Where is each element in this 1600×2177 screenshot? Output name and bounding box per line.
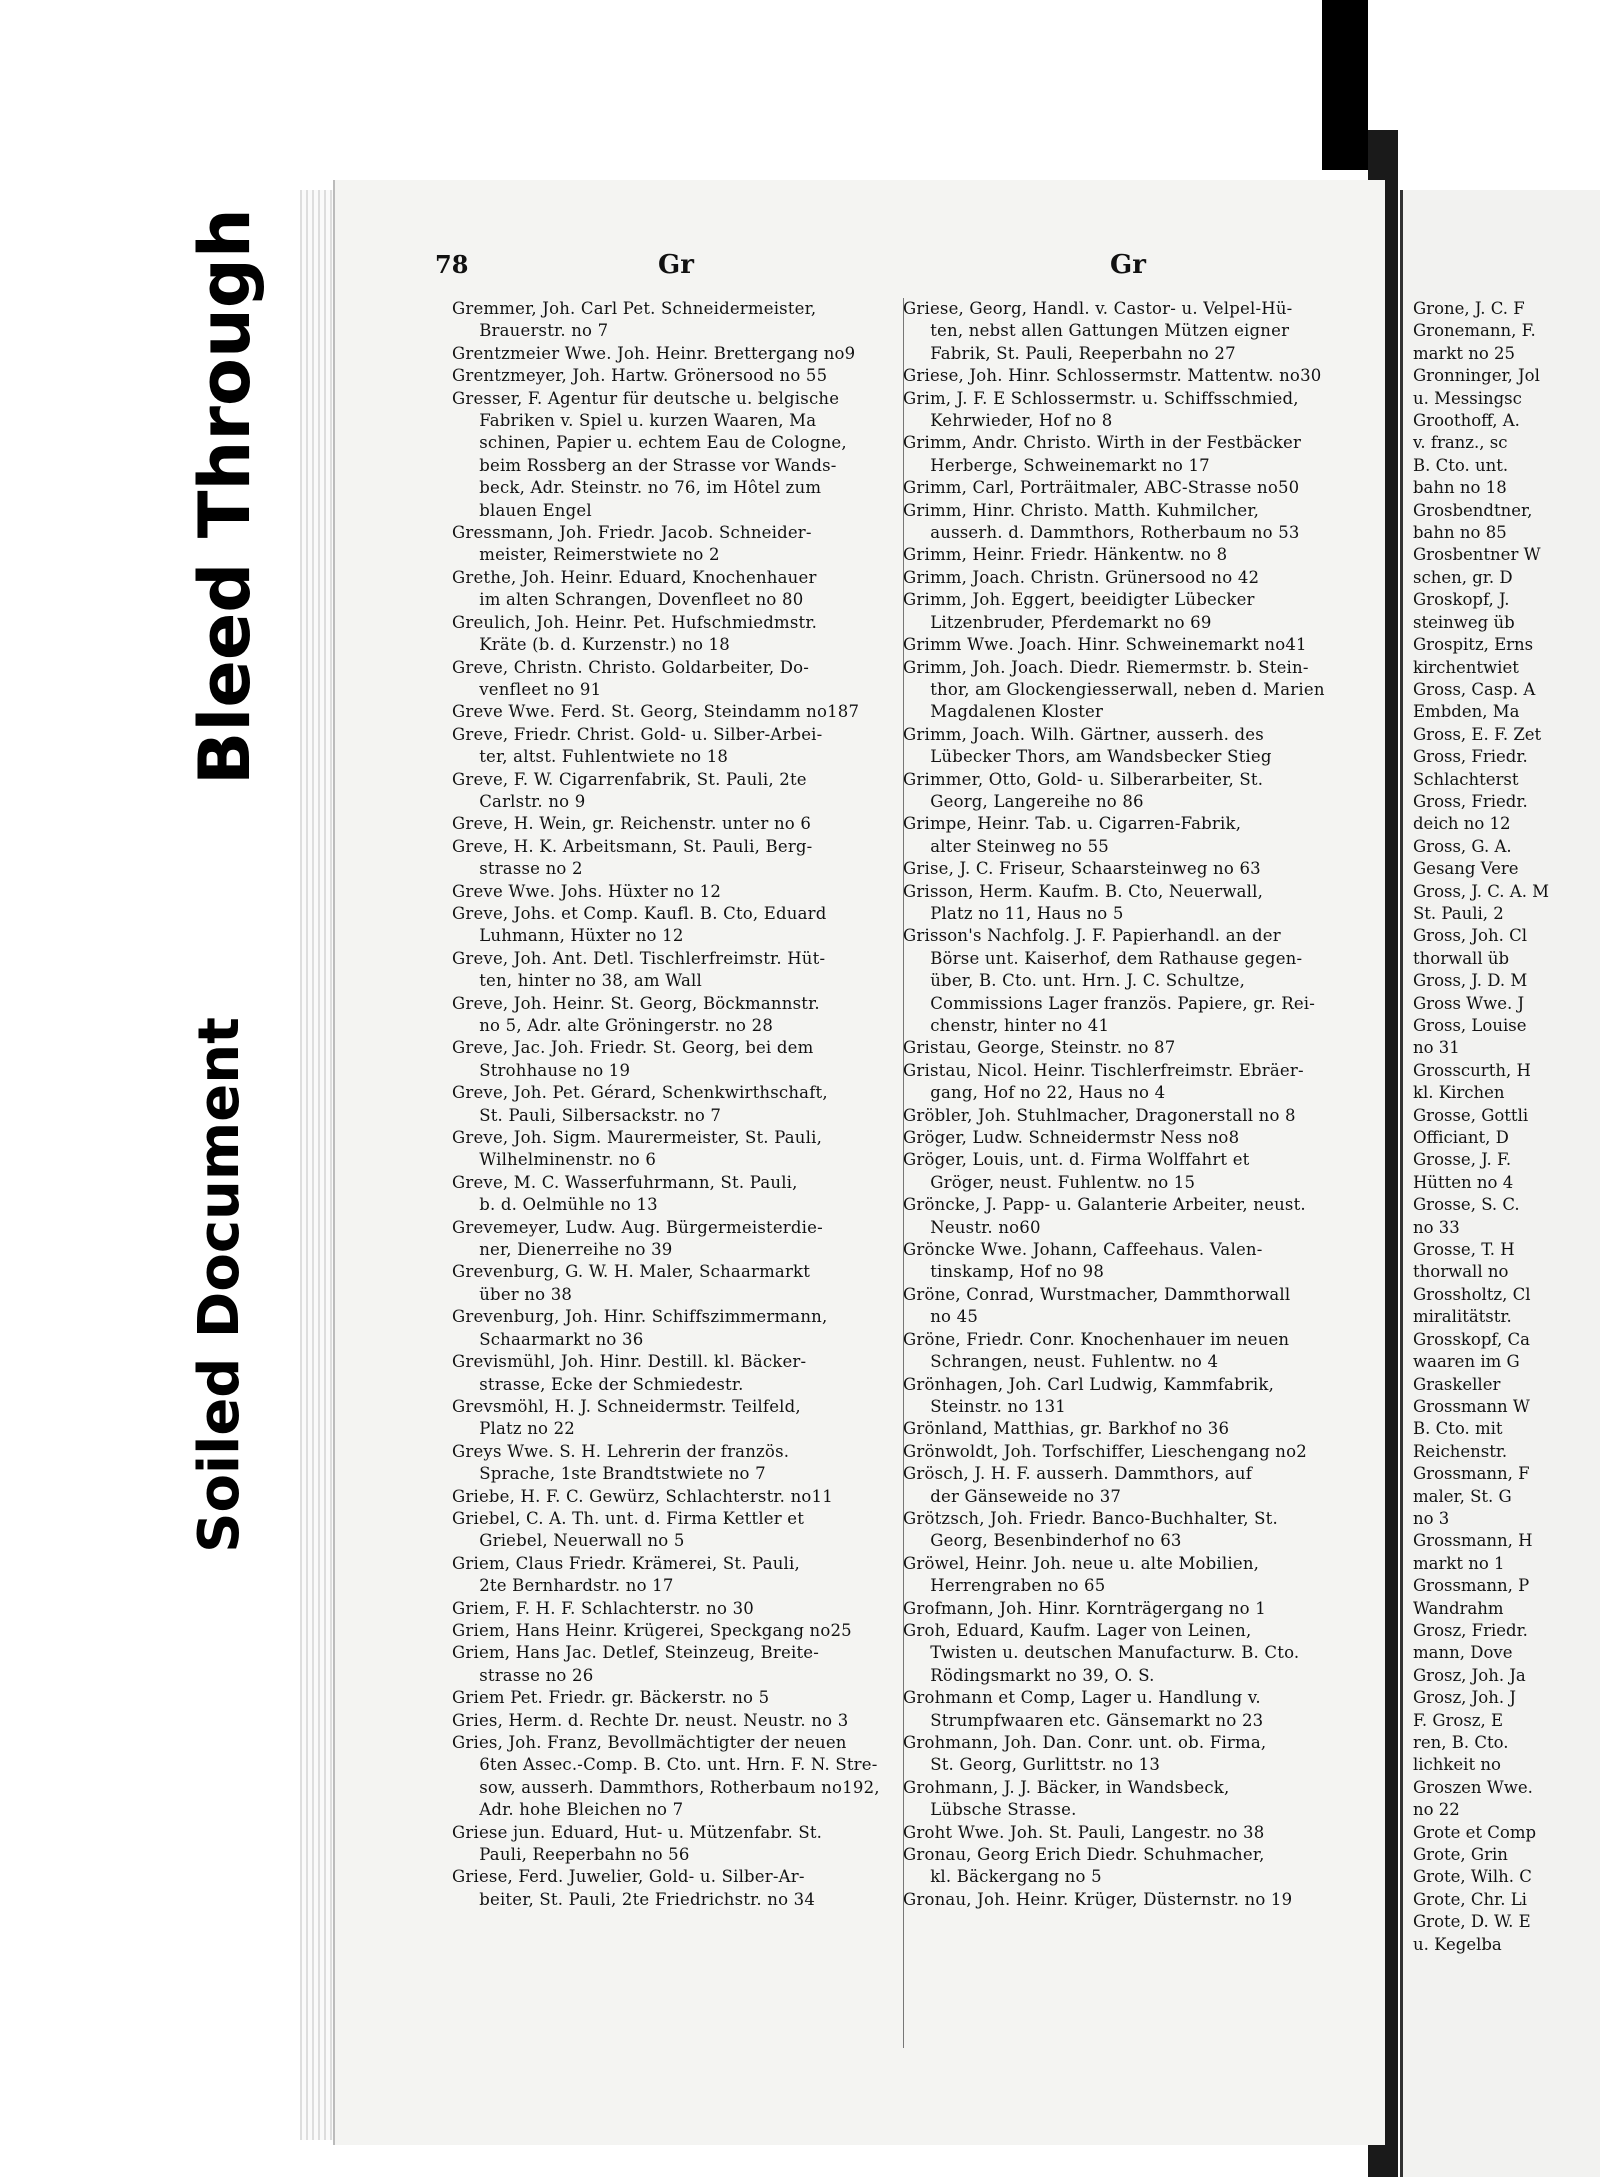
directory-entry-line: Grohmann, J. J. Bäcker, in Wandsbeck, xyxy=(903,1777,1230,1797)
directory-entry-line: Strohhause no 19 xyxy=(452,1060,631,1080)
directory-entry-line: Gröne, Friedr. Conr. Knochenhauer im neuen xyxy=(903,1329,1290,1349)
adjacent-entry-fragment: Grosz, Joh. Ja xyxy=(1413,1665,1526,1685)
directory-entry-line: Grösch, J. H. F. ausserh. Dammthors, auf xyxy=(903,1464,1253,1484)
adjacent-entry-fragment: Gross, E. F. Zet xyxy=(1413,724,1542,744)
directory-entry-line: Griebel, Neuerwall no 5 xyxy=(452,1531,685,1551)
adjacent-entry-fragment: Embden, Ma xyxy=(1413,702,1520,722)
adjacent-entry-fragment: Grosse, J. F. xyxy=(1413,1150,1512,1170)
directory-entry-line: Litzenbruder, Pferdemarkt no 69 xyxy=(903,612,1212,632)
page-number: 78 xyxy=(435,250,469,279)
directory-entry-line: strasse no 26 xyxy=(452,1665,594,1685)
directory-entry-line: Börse unt. Kaiserhof, dem Rathause gegen- xyxy=(903,948,1303,968)
adjacent-entry-fragment: Gronninger, Jol xyxy=(1413,366,1540,386)
directory-entry-line: Grentzmeier Wwe. Joh. Heinr. Brettergang no9 xyxy=(452,343,856,363)
adjacent-entry-fragment: Grossmann W xyxy=(1413,1396,1530,1416)
directory-entry-line: Griebel, C. A. Th. unt. d. Firma Kettler et xyxy=(452,1508,805,1528)
adjacent-entry-fragment: Grossmann, F xyxy=(1413,1464,1530,1484)
directory-entry-line: beiter, St. Pauli, 2te Friedrichstr. no 34 xyxy=(452,1889,816,1909)
directory-entry-line: schinen, Papier u. echtem Eau de Cologne, xyxy=(452,433,847,453)
directory-entry-line: Grevismühl, Joh. Hinr. Destill. kl. Bäcker- xyxy=(452,1352,807,1372)
adjacent-entry-fragment: Gross, Friedr. xyxy=(1413,747,1528,767)
directory-entry-line: 6ten Assec.-Comp. B. Cto. unt. Hrn. F. N. Stre- xyxy=(452,1755,878,1775)
directory-entry-line: St. Georg, Gurlittstr. no 13 xyxy=(903,1755,1161,1775)
directory-entry-line: Grethe, Joh. Heinr. Eduard, Knochenhauer xyxy=(452,567,817,587)
adjacent-entry-fragment: mann, Dove xyxy=(1413,1643,1513,1663)
adjacent-entry-fragment: markt no 1 xyxy=(1413,1553,1505,1573)
directory-entry-line: alter Steinweg no 55 xyxy=(903,836,1109,856)
adjacent-entry-fragment: markt no 25 xyxy=(1413,343,1516,363)
directory-entry-line: blauen Engel xyxy=(452,500,592,520)
directory-entry-line: Grimm, Joach. Christn. Grünersood no 42 xyxy=(903,567,1260,587)
adjacent-entry-fragment: Graskeller xyxy=(1413,1374,1501,1394)
directory-entry-line: Gressmann, Joh. Friedr. Jacob. Schneider- xyxy=(452,523,812,543)
directory-entry-line: Grimpe, Heinr. Tab. u. Cigarren-Fabrik, xyxy=(903,814,1242,834)
directory-entry-line: beim Rossberg an der Strasse vor Wands- xyxy=(452,455,837,475)
directory-entry-line: sow, ausserh. Dammthors, Rotherbaum no192, xyxy=(452,1777,880,1797)
adjacent-entry-fragment: lichkeit no xyxy=(1413,1755,1501,1775)
directory-entry-line: Grofmann, Joh. Hinr. Kornträgergang no 1 xyxy=(903,1598,1266,1618)
adjacent-entry-fragment: Officiant, D xyxy=(1413,1128,1509,1148)
directory-entry-line: Steinstr. no 131 xyxy=(903,1396,1066,1416)
directory-entry-line: Lübecker Thors, am Wandsbecker Stieg xyxy=(903,747,1272,767)
directory-entry-line: Pauli, Reeperbahn no 56 xyxy=(452,1845,690,1865)
adjacent-entry-fragment: deich no 12 xyxy=(1413,814,1511,834)
adjacent-entry-fragment: Grosse, Gottli xyxy=(1413,1105,1529,1125)
adjacent-entry-fragment: Gross, Joh. Cl xyxy=(1413,926,1527,946)
adjacent-entry-fragment: no 22 xyxy=(1413,1800,1460,1820)
adjacent-entry-fragment: Wandrahm xyxy=(1413,1598,1504,1618)
adjacent-entry-fragment: Gross, G. A. xyxy=(1413,836,1512,856)
adjacent-entry-fragment: Grote, Wilh. C xyxy=(1413,1867,1532,1887)
directory-entry-line: Grönhagen, Joh. Carl Ludwig, Kammfabrik, xyxy=(903,1374,1275,1394)
adjacent-entry-fragment: u. Messingsc xyxy=(1413,388,1522,408)
directory-entry-line: Griebe, H. F. C. Gewürz, Schlachterstr. no11 xyxy=(452,1486,833,1506)
directory-entry-line: Griese, Ferd. Juwelier, Gold- u. Silber-Ar- xyxy=(452,1867,805,1887)
directory-entry-line: Greve, H. Wein, gr. Reichenstr. unter no 6 xyxy=(452,814,812,834)
directory-entry-line: Griese, Georg, Handl. v. Castor- u. Velpel-Hü- xyxy=(903,299,1293,318)
directory-entry-line: Luhmann, Hüxter no 12 xyxy=(452,926,684,946)
directory-entry-line: Sprache, 1ste Brandtstwiete no 7 xyxy=(452,1464,766,1484)
directory-entry-line: Fabriken v. Spiel u. kurzen Waaren, Ma xyxy=(452,411,817,431)
directory-entry-line: St. Pauli, Silbersackstr. no 7 xyxy=(452,1105,722,1125)
directory-entry-line: ter, altst. Fuhlentwiete no 18 xyxy=(452,747,729,767)
adjacent-entry-fragment: B. Cto. mit xyxy=(1413,1419,1503,1439)
directory-entry-line: Grimm, Carl, Porträitmaler, ABC-Strasse no50 xyxy=(903,478,1300,498)
directory-entry-line: ausserh. d. Dammthors, Rotherbaum no 53 xyxy=(903,523,1300,543)
directory-entry-line: Gröncke, J. Papp- u. Galanterie Arbeiter, neust. xyxy=(903,1195,1306,1215)
adjacent-entry-fragment: thorwall no xyxy=(1413,1262,1509,1282)
directory-entry-line: Magdalenen Kloster xyxy=(903,702,1104,722)
adjacent-page xyxy=(1400,190,1600,2177)
directory-entry-line: ten, nebst allen Gattungen Mützen eigner xyxy=(903,321,1290,341)
adjacent-entry-fragment: Grosse, T. H xyxy=(1413,1240,1515,1260)
directory-entry-line: Carlstr. no 9 xyxy=(452,791,586,811)
adjacent-entry-fragment: Grossmann, P xyxy=(1413,1576,1530,1596)
directory-entry-line: 2te Bernhardstr. no 17 xyxy=(452,1576,674,1596)
adjacent-entry-fragment: Grossholtz, Cl xyxy=(1413,1284,1531,1304)
adjacent-entry-fragment: Grote, Grin xyxy=(1413,1845,1508,1865)
directory-entry-line: thor, am Glockengiesserwall, neben d. Marien xyxy=(903,679,1325,699)
adjacent-entry-fragment: thorwall üb xyxy=(1413,948,1510,968)
directory-entry-line: Greve, Jac. Joh. Friedr. St. Georg, bei dem xyxy=(452,1038,814,1058)
directory-entry-line: Gröger, Ludw. Schneidermstr Ness no8 xyxy=(903,1128,1240,1148)
adjacent-entry-fragment: Gross Wwe. J xyxy=(1413,993,1525,1013)
adjacent-entry-fragment: Gross, J. C. A. M xyxy=(1413,881,1550,901)
directory-entry-line: Gröger, neust. Fuhlentw. no 15 xyxy=(903,1172,1196,1192)
soiled-document-label: Soiled Document xyxy=(187,1017,252,1553)
adjacent-entry-fragment: u. Kegelba xyxy=(1413,1934,1502,1954)
directory-entry-line: Groh, Eduard, Kaufm. Lager von Leinen, xyxy=(903,1620,1252,1640)
adjacent-entry-fragment: Groszen Wwe. xyxy=(1413,1777,1533,1797)
directory-entry-line: Greulich, Joh. Heinr. Pet. Hufschmiedmstr. xyxy=(452,612,818,632)
adjacent-entry-fragment: Gesang Vere xyxy=(1413,859,1519,879)
directory-entry-line: Grisson, Herm. Kaufm. B. Cto, Neuerwall, xyxy=(903,881,1264,901)
adjacent-entry-fragment: Gronemann, F. xyxy=(1413,321,1536,341)
directory-entry-line: Herrengraben no 65 xyxy=(903,1576,1106,1596)
adjacent-entry-fragment: Grote, D. W. E xyxy=(1413,1912,1531,1932)
directory-entry-line: Gröbler, Joh. Stuhlmacher, Dragonerstall no 8 xyxy=(903,1105,1296,1125)
directory-entry-line: Kräte (b. d. Kurzenstr.) no 18 xyxy=(452,635,730,655)
directory-entry-line: Greve, Joh. Heinr. St. Georg, Böckmannstr. xyxy=(452,993,820,1013)
directory-entry-line: Greve, Joh. Pet. Gérard, Schenkwirthschaft, xyxy=(452,1083,828,1103)
bleed-through-label: Bleed Through xyxy=(184,208,266,785)
adjacent-entry-fragment: ren, B. Cto. xyxy=(1413,1733,1509,1752)
adjacent-page-column xyxy=(1400,298,1549,1956)
directory-entry-line: Gristau, Nicol. Heinr. Tischlerfreimstr. Ebräer- xyxy=(903,1060,1304,1080)
directory-entry-line: Georg, Langereihe no 86 xyxy=(903,791,1144,811)
directory-entry-line: Wilhelminenstr. no 6 xyxy=(452,1150,657,1170)
directory-entry-line: Gresser, F. Agentur für deutsche u. belgische xyxy=(452,388,840,408)
directory-entry-line: Lübsche Strasse. xyxy=(903,1800,1077,1820)
right-guide-word: Gr xyxy=(1110,250,1146,280)
directory-entry-line: Gronau, Joh. Heinr. Krüger, Düsternstr. no 19 xyxy=(903,1889,1293,1909)
adjacent-entry-fragment: miralitätstr. xyxy=(1413,1307,1512,1327)
directory-entry-line: der Gänseweide no 37 xyxy=(903,1486,1122,1506)
directory-entry-line: Gries, Joh. Franz, Bevollmächtigter der neuen xyxy=(452,1733,847,1752)
directory-entry-line: Kehrwieder, Hof no 8 xyxy=(903,411,1113,431)
directory-entry-line: im alten Schrangen, Dovenfleet no 80 xyxy=(452,590,804,610)
directory-entry-line: Griem, F. H. F. Schlachterstr. no 30 xyxy=(452,1598,754,1618)
directory-entry-line: Grimm, Hinr. Christo. Matth. Kuhmilcher, xyxy=(903,500,1260,520)
directory-entry-line: Grimm, Andr. Christo. Wirth in der Festbäcker xyxy=(903,433,1302,453)
directory-entry-line: Rödingsmarkt no 39, O. S. xyxy=(903,1665,1155,1685)
page-edge-stack xyxy=(300,190,335,2140)
directory-entry-line: über no 38 xyxy=(452,1284,573,1304)
directory-entry-line: no 45 xyxy=(903,1307,979,1327)
adjacent-entry-fragment: Gross, Friedr. xyxy=(1413,791,1528,811)
directory-entry-line: Grohmann, Joh. Dan. Conr. unt. ob. Firma, xyxy=(903,1733,1267,1752)
adjacent-entry-fragment: maler, St. G xyxy=(1413,1486,1512,1506)
scan-black-bar-top xyxy=(1322,0,1368,170)
adjacent-entry-fragment: Groothoff, A. xyxy=(1413,411,1520,431)
directory-entry-line: Gröwel, Heinr. Joh. neue u. alte Mobilien, xyxy=(903,1553,1260,1573)
directory-entry-line: Grise, J. C. Friseur, Schaarsteinweg no 63 xyxy=(903,859,1261,879)
directory-entry-line: Gristau, George, Steinstr. no 87 xyxy=(903,1038,1176,1058)
directory-entry-line: Greve, Christn. Christo. Goldarbeiter, Do- xyxy=(452,657,810,677)
directory-entry-line: Gröger, Louis, unt. d. Firma Wolffahrt et xyxy=(903,1150,1250,1170)
adjacent-entry-fragment: Grosbendtner, xyxy=(1413,500,1533,520)
adjacent-entry-fragment: no 3 xyxy=(1413,1508,1450,1528)
directory-entry-line: strasse, Ecke der Schmiedestr. xyxy=(452,1374,744,1394)
directory-entry-line: no 5, Adr. alte Gröningerstr. no 28 xyxy=(452,1016,774,1035)
directory-entry-line: Greve, Friedr. Christ. Gold- u. Silber-Arbei- xyxy=(452,724,823,744)
directory-entry-line: Grohmann et Comp, Lager u. Handlung v. xyxy=(903,1688,1261,1708)
directory-entry-line: Platz no 22 xyxy=(452,1419,576,1439)
directory-entry-line: Grim, J. F. E Schlossermstr. u. Schiffsschmied, xyxy=(903,388,1299,408)
directory-entry-line: b. d. Oelmühle no 13 xyxy=(452,1195,658,1215)
directory-entry-line: Gröncke Wwe. Johann, Caffeehaus. Valen- xyxy=(903,1240,1263,1260)
directory-entry-line: Platz no 11, Haus no 5 xyxy=(903,903,1124,923)
directory-entry-line: Grevemeyer, Ludw. Aug. Bürgermeisterdie- xyxy=(452,1217,823,1237)
directory-entry-line: über, B. Cto. unt. Hrn. J. C. Schultze, xyxy=(903,971,1246,991)
adjacent-entry-fragment: Gross, Louise xyxy=(1413,1016,1527,1035)
adjacent-entry-fragment: Grote et Comp xyxy=(1413,1822,1537,1842)
adjacent-entry-fragment: Schlachterst xyxy=(1413,769,1519,789)
adjacent-entry-fragment: Grosz, Friedr. xyxy=(1413,1620,1528,1640)
directory-entry-line: Gremmer, Joh. Carl Pet. Schneidermeister, xyxy=(452,299,817,318)
directory-entry-line: Gries, Herm. d. Rechte Dr. neust. Neustr. no 3 xyxy=(452,1710,849,1730)
adjacent-entry-fragment: bahn no 85 xyxy=(1413,523,1507,543)
directory-entry-line: ten, hinter no 38, am Wall xyxy=(452,971,702,991)
directory-entry-line: Grimm, Heinr. Friedr. Hänkentw. no 8 xyxy=(903,545,1228,565)
adjacent-entry-fragment: Gross, Casp. A xyxy=(1413,679,1536,699)
adjacent-entry-fragment: St. Pauli, 2 xyxy=(1413,903,1504,923)
directory-entry-line: Greve Wwe. Johs. Hüxter no 12 xyxy=(452,881,722,901)
directory-entry-line: beck, Adr. Steinstr. no 76, im Hôtel zum xyxy=(452,478,822,498)
directory-entry-line: Grisson's Nachfolg. J. F. Papierhandl. an der xyxy=(903,926,1281,946)
directory-entry-line: Schrangen, neust. Fuhlentw. no 4 xyxy=(903,1352,1219,1372)
directory-entry-line: Grötzsch, Joh. Friedr. Banco-Buchhalter, St. xyxy=(903,1508,1278,1528)
directory-entry-line: Grentzmeyer, Joh. Hartw. Grönersood no 55 xyxy=(452,366,828,386)
directory-entry-line: Griem, Claus Friedr. Krämerei, St. Pauli, xyxy=(452,1553,800,1573)
adjacent-entry-fragment: schen, gr. D xyxy=(1413,567,1513,587)
adjacent-entry-fragment: bahn no 18 xyxy=(1413,478,1507,498)
adjacent-entry-fragment: Grosskopf, Ca xyxy=(1413,1329,1530,1349)
directory-entry-line: ner, Dienerreihe no 39 xyxy=(452,1240,673,1260)
directory-entry-line: Herberge, Schweinemarkt no 17 xyxy=(903,455,1210,475)
directory-entry-line: strasse no 2 xyxy=(452,859,583,879)
directory-entry-line: Adr. hohe Bleichen no 7 xyxy=(452,1800,684,1820)
directory-entry-line: Greve, Johs. et Comp. Kaufl. B. Cto, Eduard xyxy=(452,903,827,923)
directory-entry-line: Grevenburg, G. W. H. Maler, Schaarmarkt xyxy=(452,1262,811,1282)
directory-entry-line: Greve, Joh. Sigm. Maurermeister, St. Pauli, xyxy=(452,1128,823,1148)
directory-entry-line: Grönland, Matthias, gr. Barkhof no 36 xyxy=(903,1419,1230,1439)
adjacent-entry-fragment: steinweg üb xyxy=(1413,612,1515,632)
directory-entry-line: Griem Pet. Friedr. gr. Bäckerstr. no 5 xyxy=(452,1688,770,1708)
adjacent-entry-fragment: no 33 xyxy=(1413,1217,1460,1237)
left-guide-word: Gr xyxy=(658,250,694,280)
adjacent-entry-fragment: v. franz., sc xyxy=(1413,433,1508,453)
directory-entry-line: Gronau, Georg Erich Diedr. Schuhmacher, xyxy=(903,1845,1265,1865)
adjacent-entry-fragment: no 31 xyxy=(1413,1038,1460,1058)
directory-entry-line: Griese jun. Eduard, Hut- u. Mützenfabr. St. xyxy=(452,1822,823,1842)
directory-entry-line: Grimmer, Otto, Gold- u. Silberarbeiter, St. xyxy=(903,769,1264,789)
directory-entry-line: Griem, Hans Jac. Detlef, Steinzeug, Breite- xyxy=(452,1643,820,1663)
directory-entry-line: Greys Wwe. S. H. Lehrerin der französ. xyxy=(452,1441,790,1461)
adjacent-entry-fragment: Reichenstr. xyxy=(1413,1441,1508,1461)
adjacent-entry-fragment: Grote, Chr. Li xyxy=(1413,1889,1527,1909)
adjacent-entry-fragment: Gross, J. D. M xyxy=(1413,971,1528,991)
directory-entry-line: Greve, M. C. Wasserfuhrmann, St. Pauli, xyxy=(452,1172,798,1192)
directory-entry-line: Griese, Joh. Hinr. Schlossermstr. Mattentw. no30 xyxy=(903,366,1322,386)
directory-entry-line: Greve, F. W. Cigarrenfabrik, St. Pauli, 2te xyxy=(452,769,807,789)
directory-entry-line: tinskamp, Hof no 98 xyxy=(903,1262,1105,1282)
left-column xyxy=(452,298,892,1911)
adjacent-entry-fragment: Groskopf, J. xyxy=(1413,590,1510,610)
directory-entry-line: Grimm, Joh. Joach. Diedr. Riemermstr. b. Stein- xyxy=(903,657,1309,677)
directory-entry-line: kl. Bäckergang no 5 xyxy=(903,1867,1102,1887)
directory-entry-line: Greve, Joh. Ant. Detl. Tischlerfreimstr. Hüt- xyxy=(452,948,826,968)
adjacent-entry-fragment: Hütten no 4 xyxy=(1413,1172,1514,1192)
directory-entry-line: Gröne, Conrad, Wurstmacher, Dammthorwall xyxy=(903,1284,1291,1304)
directory-entry-line: Greve Wwe. Ferd. St. Georg, Steindamm no187 xyxy=(452,702,860,722)
directory-entry-line: Grimm Wwe. Joach. Hinr. Schweinemarkt no41 xyxy=(903,635,1307,655)
directory-entry-line: Grevenburg, Joh. Hinr. Schiffszimmermann, xyxy=(452,1307,828,1327)
directory-entry-line: Grönwoldt, Joh. Torfschiffer, Lieschengang no2 xyxy=(903,1441,1307,1461)
directory-entry-line: Commissions Lager französ. Papiere, gr. Rei- xyxy=(903,993,1316,1013)
adjacent-entry-fragment: kl. Kirchen xyxy=(1413,1083,1505,1103)
adjacent-entry-fragment: waaren im G xyxy=(1413,1352,1520,1372)
directory-entry-line: Groht Wwe. Joh. St. Pauli, Langestr. no 38 xyxy=(903,1822,1265,1842)
directory-entry-line: Grimm, Joh. Eggert, beeidigter Lübecker xyxy=(903,590,1255,610)
directory-entry-line: Georg, Besenbinderhof no 63 xyxy=(903,1531,1182,1551)
directory-entry-line: gang, Hof no 22, Haus no 4 xyxy=(903,1083,1166,1103)
directory-entry-line: Greve, H. K. Arbeitsmann, St. Pauli, Berg- xyxy=(452,836,813,856)
adjacent-entry-fragment: B. Cto. unt. xyxy=(1413,455,1509,475)
adjacent-entry-fragment: Grosse, S. C. xyxy=(1413,1195,1520,1215)
directory-entry-line: venfleet no 91 xyxy=(452,679,602,699)
adjacent-entry-fragment: Grosz, Joh. J xyxy=(1413,1688,1516,1708)
adjacent-entry-fragment: Grone, J. C. F xyxy=(1413,299,1525,318)
right-column xyxy=(903,298,1343,1911)
adjacent-entry-fragment: Grosscurth, H xyxy=(1413,1060,1531,1080)
adjacent-entry-fragment: Grossmann, H xyxy=(1413,1531,1533,1551)
directory-entry-line: Schaarmarkt no 36 xyxy=(452,1329,644,1349)
adjacent-entry-fragment: F. Grosz, E xyxy=(1413,1710,1504,1730)
directory-entry-line: Brauerstr. no 7 xyxy=(452,321,609,341)
directory-entry-line: Griem, Hans Heinr. Krügerei, Speckgang no25 xyxy=(452,1620,852,1640)
directory-entry-line: chenstr, hinter no 41 xyxy=(903,1016,1110,1035)
directory-entry-line: meister, Reimerstwiete no 2 xyxy=(452,545,720,565)
directory-entry-line: Neustr. no60 xyxy=(903,1217,1041,1237)
adjacent-entry-fragment: Grosbentner W xyxy=(1413,545,1541,565)
directory-entry-line: Fabrik, St. Pauli, Reeperbahn no 27 xyxy=(903,343,1236,363)
adjacent-entry-fragment: Grospitz, Erns xyxy=(1413,635,1534,655)
directory-entry-line: Grevsmöhl, H. J. Schneidermstr. Teilfeld, xyxy=(452,1396,801,1416)
directory-entry-line: Strumpfwaaren etc. Gänsemarkt no 23 xyxy=(903,1710,1264,1730)
directory-entry-line: Twisten u. deutschen Manufacturw. B. Cto. xyxy=(903,1643,1300,1663)
directory-entry-line: Grimm, Joach. Wilh. Gärtner, ausserh. des xyxy=(903,724,1264,744)
adjacent-entry-fragment: kirchentwiet xyxy=(1413,657,1519,677)
